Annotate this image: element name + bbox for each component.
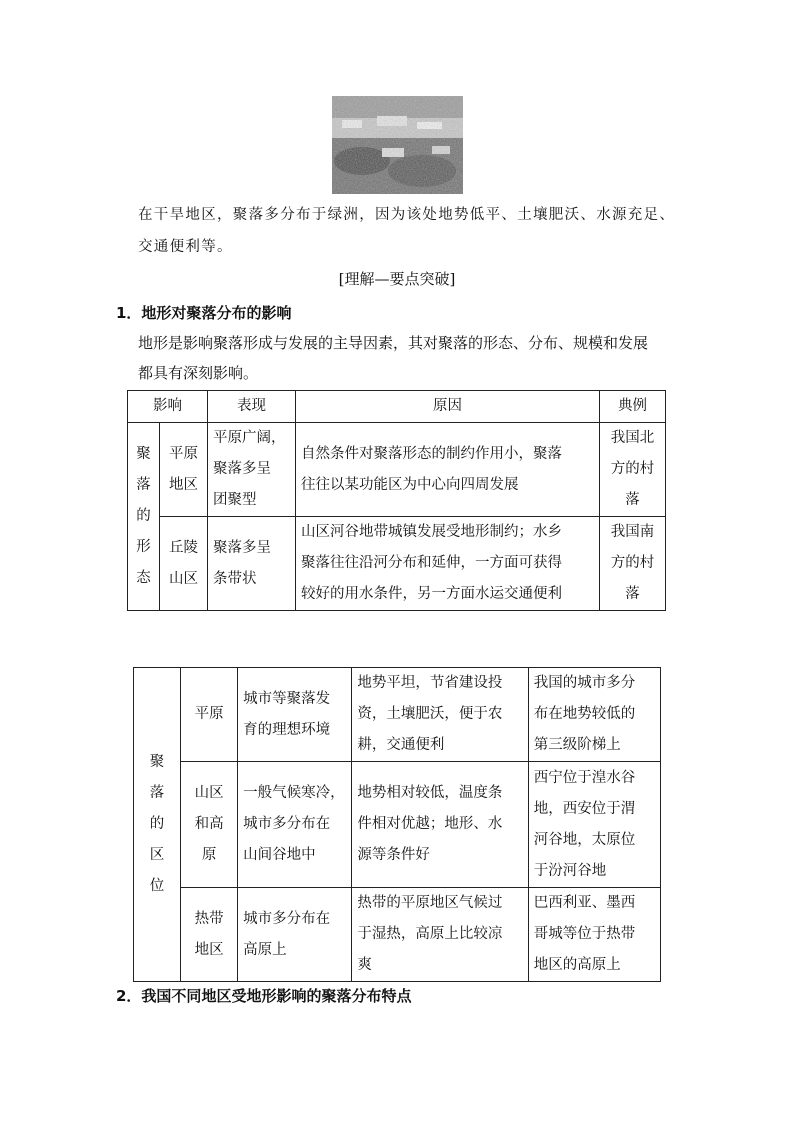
table-row [128, 517, 666, 611]
terrain-cell: 热带 地区 [181, 888, 238, 982]
performance-cell: 一般气候寒冷， 城市多分布在 山间谷地中 [238, 762, 352, 888]
example-cell: 我国北 方的村 落 [600, 423, 666, 517]
section-2-title: 2．我国不同地区受地形影响的聚落分布特点 [116, 987, 412, 1005]
settlement-photo-icon [332, 96, 463, 194]
caption-line-1: 在干旱地区，聚落多分布于绿洲，因为该处地势低平、土壤肥沃、水源充足、 [138, 207, 676, 223]
terrain-cell: 丘陵 山区 [160, 517, 208, 611]
example-cell: 我国的城市多分 布在地势较低的 第三级阶梯上 [528, 668, 660, 762]
table-row [134, 888, 661, 982]
reason-cell: 热带的平原地区气候过 于湿热，高原上比较凉 爽 [352, 888, 528, 982]
reason-cell: 地势平坦，节省建设投 资，土壤肥沃，便于农 耕，交通便利 [352, 668, 528, 762]
table-row [134, 668, 661, 762]
terrain-cell: 山区 和高 原 [181, 762, 238, 888]
performance-cell: 城市多分布在 高原上 [238, 888, 352, 982]
table-row [128, 423, 666, 517]
performance-cell: 平原广阔， 聚落多呈 团聚型 [208, 423, 296, 517]
terrain-cell: 平原 地区 [160, 423, 208, 517]
example-cell: 巴西利亚、墨西 哥城等位于热带 地区的高原上 [528, 888, 660, 982]
group-label-location: 聚 落 的 区 位 [134, 668, 181, 982]
example-cell: 西宁位于湟水谷 地，西安位于渭 河谷地，太原位 于汾河谷地 [528, 762, 660, 888]
reason-cell: 山区河谷地带城镇发展受地形制约；水乡 聚落往往沿河分布和延伸，一方面可获得 较好的用水条件，另一方面水运交通便利 [296, 517, 600, 611]
section-1-title: 1．地形对聚落分布的影响 [116, 304, 292, 322]
header-influence: 影响 [128, 391, 208, 423]
section-1-para-line-1: 地形是影响聚落形成与发展的主导因素，其对聚落的形态、分布、规模和发展 [138, 334, 649, 352]
performance-cell: 城市等聚落发 育的理想环境 [238, 668, 352, 762]
header-reason: 原因 [296, 391, 600, 423]
example-cell: 我国南 方的村 落 [600, 517, 666, 611]
group-label-form: 聚 落 的 形 态 [128, 423, 160, 611]
section-1-para-line-2: 都具有深刻影响。 [138, 364, 259, 382]
header-performance: 表现 [208, 391, 296, 423]
performance-cell: 聚落多呈 条带状 [208, 517, 296, 611]
settlement-photo [332, 96, 463, 194]
settlement-location-table [133, 667, 661, 982]
caption-line-2: 交通便利等。 [138, 239, 233, 255]
terrain-cell: 平原 [181, 668, 238, 762]
subheading: [理解—要点突破] [338, 270, 456, 288]
settlement-form-table [127, 390, 666, 611]
table-row [134, 762, 661, 888]
table-header-row [128, 391, 666, 423]
reason-cell: 自然条件对聚落形态的制约作用小，聚落 往往以某功能区为中心向四周发展 [296, 423, 600, 517]
header-example: 典例 [600, 391, 666, 423]
reason-cell: 地势相对较低，温度条 件相对优越；地形、水 源等条件好 [352, 762, 528, 888]
